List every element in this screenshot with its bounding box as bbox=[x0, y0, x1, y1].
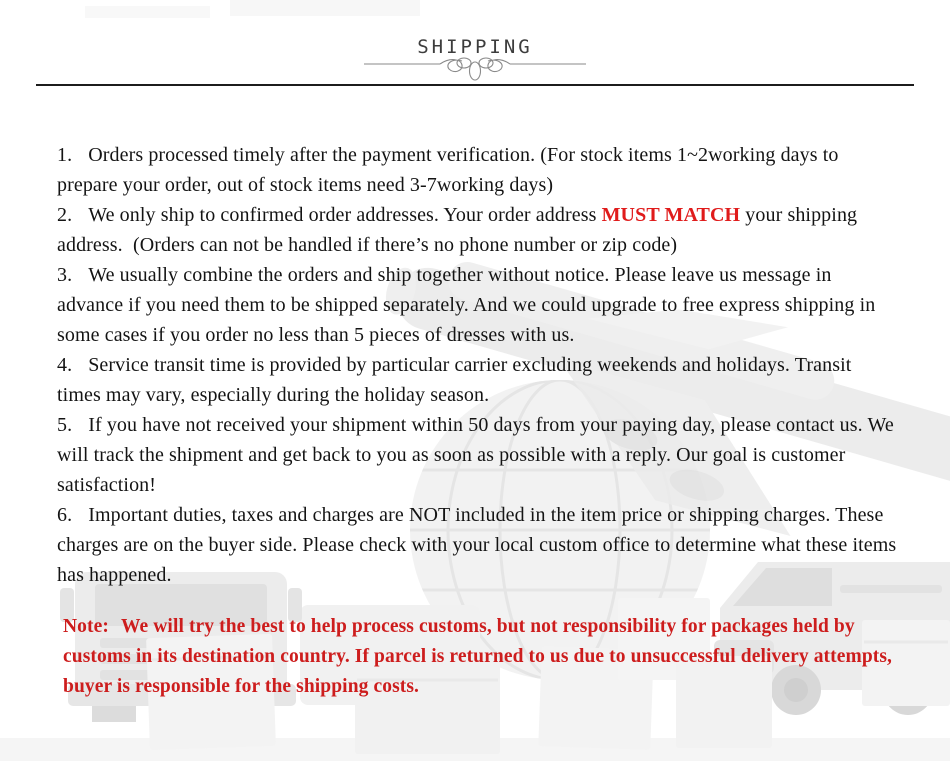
term-number: 6. bbox=[57, 504, 73, 526]
term-text: Important duties, taxes and charges are NOT included in the item price or shipping charges. These charges are on the buyer side. Please check with your local custom office to determine what these items has happened. bbox=[57, 504, 902, 586]
term-text: Service transit time is provided by particular carrier excluding weekends and holidays. Transit times may vary, especially during the holiday season. bbox=[57, 354, 857, 406]
term-number: 1. bbox=[57, 144, 73, 166]
term-text: We usually combine the orders and ship together without notice. Please leave us message in advance if you need them to be shipped separately. And we could upgrade to free express shipping in some cases if you order no less than 5 pieces of dresses with us. bbox=[57, 264, 881, 346]
section-title: SHIPPING bbox=[417, 36, 533, 58]
shipping-terms-list bbox=[0, 86, 950, 702]
flourish-icon bbox=[0, 54, 950, 82]
term-number: 4. bbox=[57, 354, 73, 376]
term-text: your shipping address. (Orders can not be handled if there’s no phone number or zip code) bbox=[57, 204, 863, 256]
shipping-term-4 bbox=[57, 350, 900, 410]
term-text: If you have not received your shipment within 50 days from your paying day, please contact us. We will track the shipment and get back to you as soon as possible with a reply. Our goal is customer satisfaction! bbox=[57, 414, 899, 496]
note-text: We will try the best to help process customs, but not responsibility for packages held by customs in its destination country. If parcel is returned to us due to unsuccessful delivery attempts, buyer is responsible for the shipping costs. bbox=[63, 616, 898, 697]
section-header bbox=[0, 0, 950, 86]
shipping-term-5 bbox=[57, 410, 900, 500]
shipping-term-1 bbox=[57, 140, 900, 200]
term-number: 5. bbox=[57, 414, 73, 436]
shipping-term-6 bbox=[57, 500, 900, 590]
must-match-highlight: MUST MATCH bbox=[601, 204, 741, 226]
term-number: 2. bbox=[57, 204, 73, 226]
shipping-term-2 bbox=[57, 200, 900, 260]
term-number: 3. bbox=[57, 264, 73, 286]
customs-note bbox=[57, 612, 900, 702]
term-text: We only ship to confirmed order addresses. Your order address bbox=[88, 204, 602, 226]
note-label: Note: bbox=[63, 616, 109, 637]
term-text: Orders processed timely after the payment verification. (For stock items 1~2working days to prepare your order, out of stock items need 3-7working days) bbox=[57, 144, 844, 196]
shipping-term-3 bbox=[57, 260, 900, 350]
